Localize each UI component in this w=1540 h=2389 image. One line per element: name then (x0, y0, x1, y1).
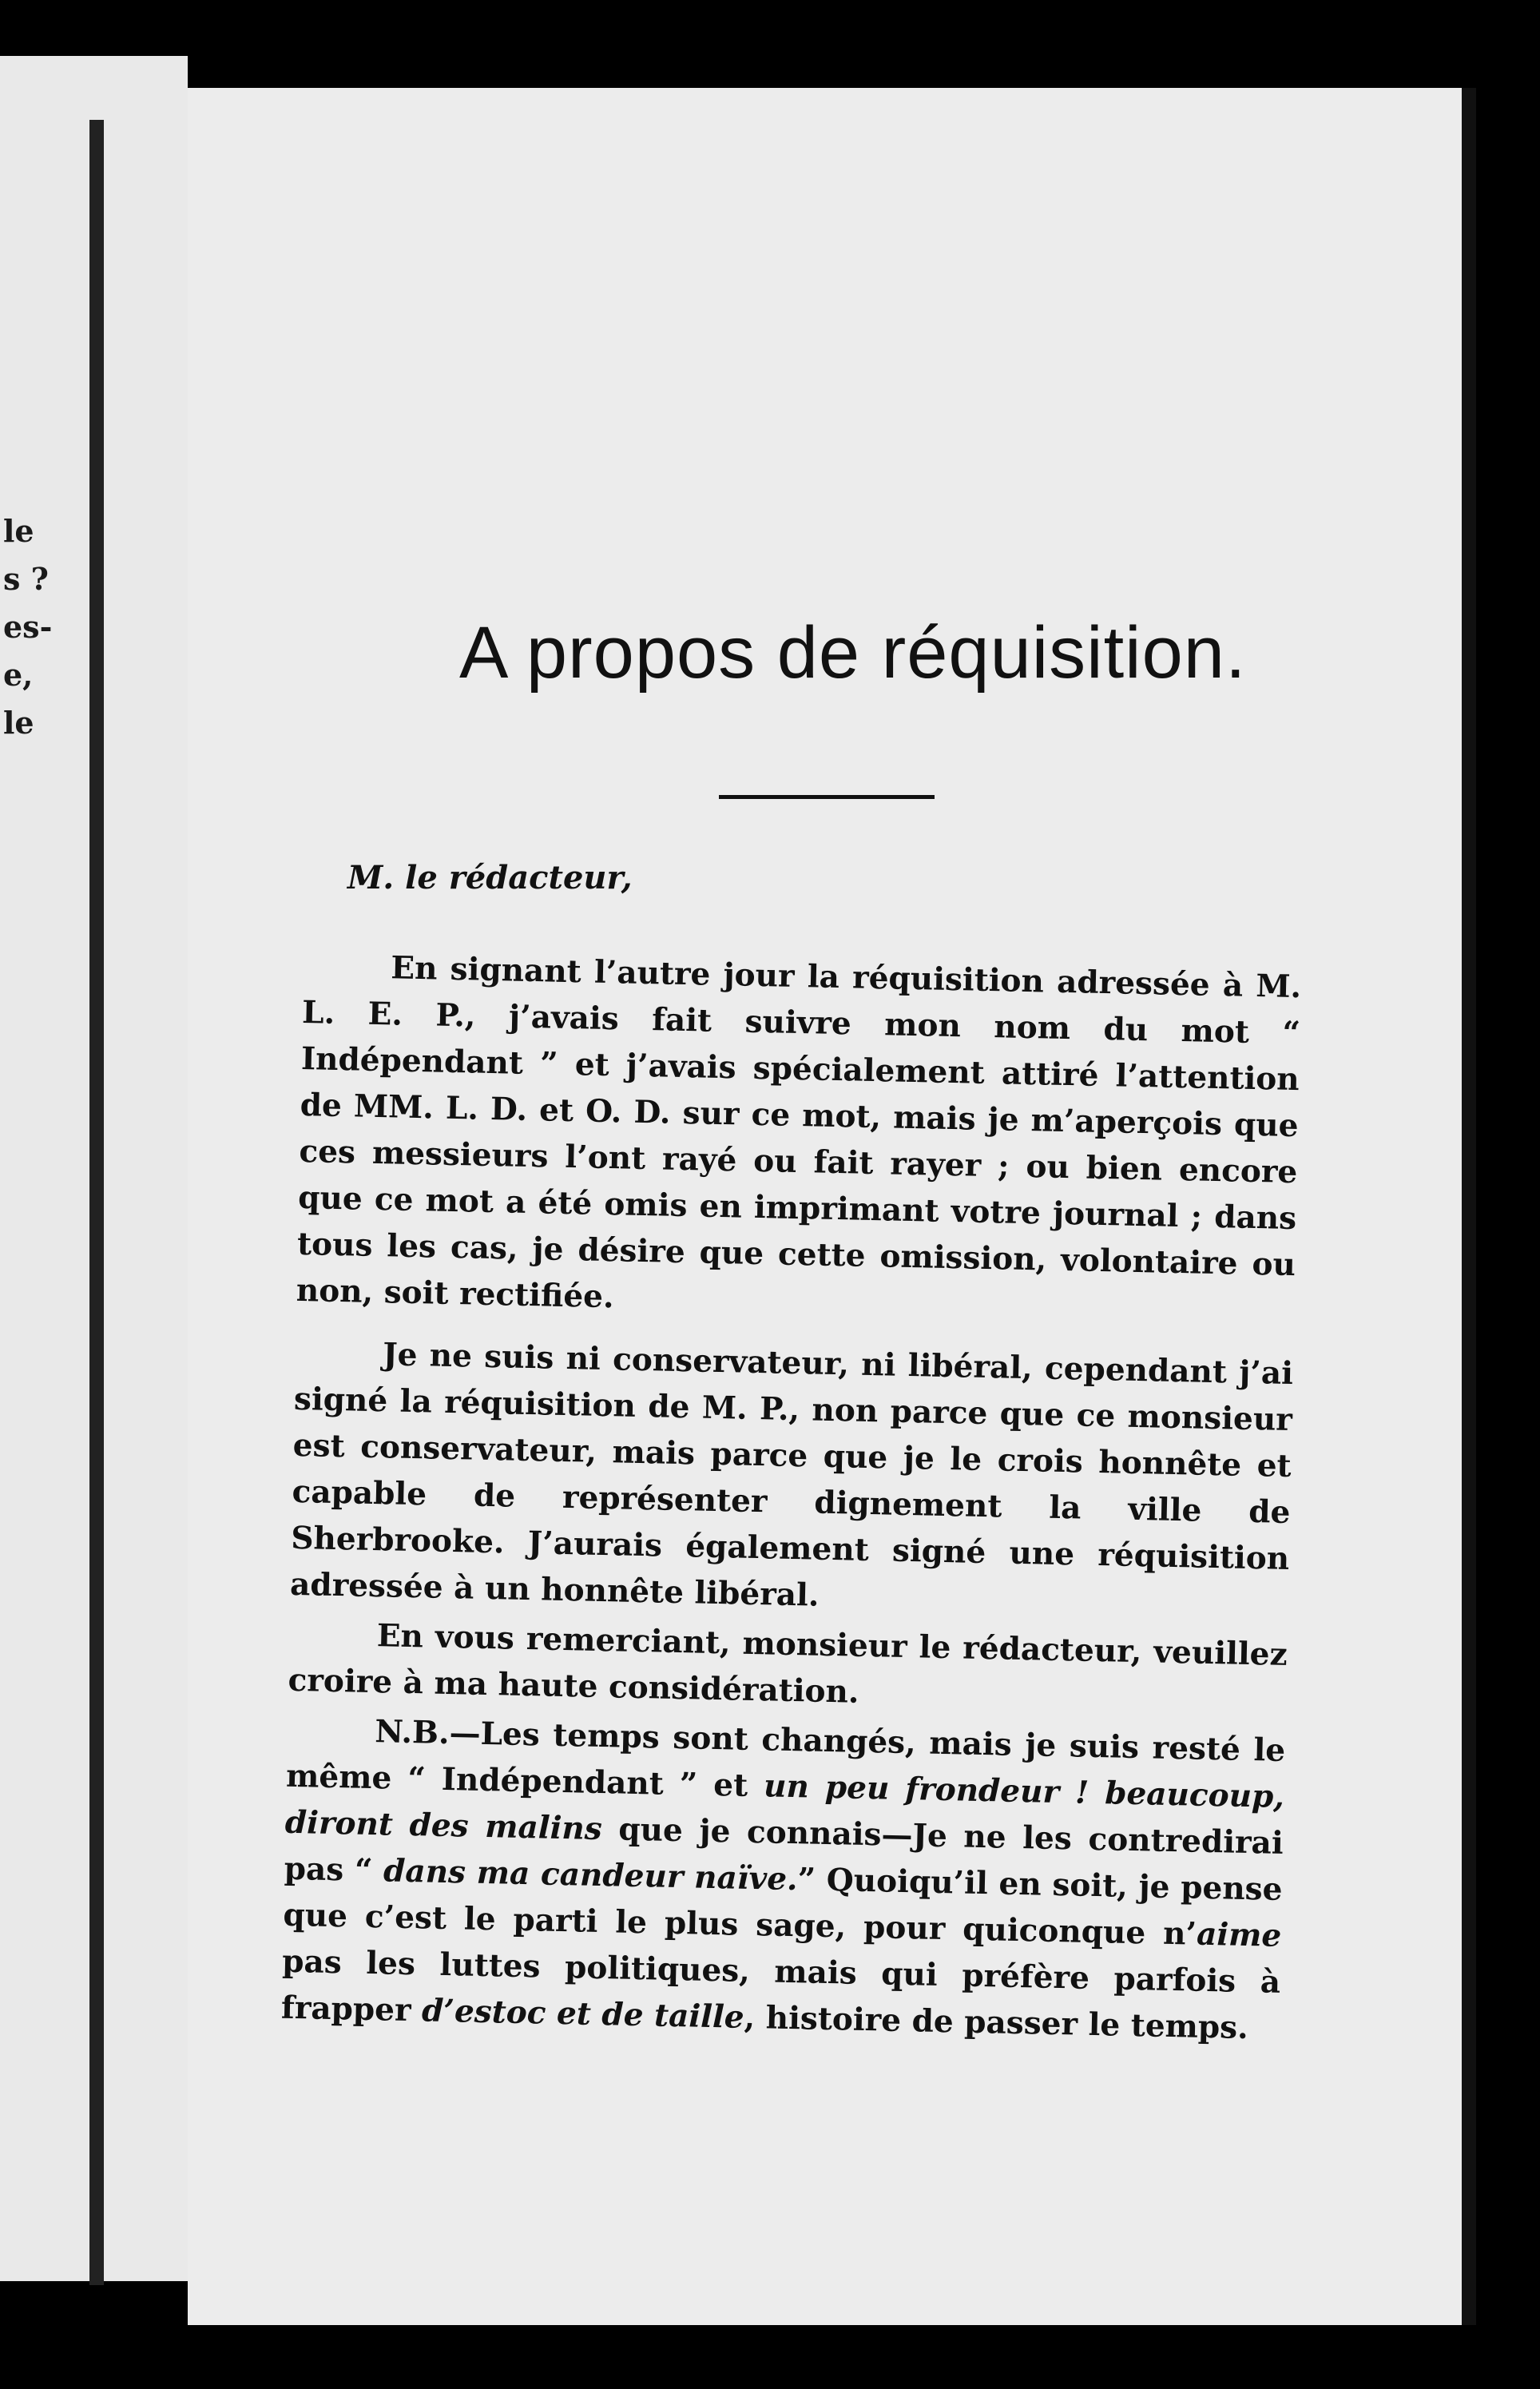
nb-italic: dans ma candeur naïve. (383, 1852, 799, 1898)
paragraph: Je ne suis ni conservateur, ni libéral, cependant j’ai signé la réquisition de M. P., non parce que ce monsieur est conservateur, mais parce que je le crois honnête et capable de représenter dignement la ville de Sherbrooke. J’aurais également signé une réquisition adressée à un honnête libéral. (289, 1336, 1294, 1614)
paragraph: En vous remerciant, monsieur le rédacteur, veuillez croire à ma haute considération. (288, 1617, 1288, 1711)
fragment-line: le (3, 513, 34, 549)
page-edge (1462, 88, 1476, 2325)
fragment-line: le (3, 705, 34, 741)
fragment-line: e, (3, 657, 34, 693)
fragment-line: es- (3, 609, 53, 645)
nb-text: que je connais—Je ne les contredirai pas “ (284, 1811, 1284, 1890)
nb-text: pas les luttes politiques, mais qui préfère parfois à frapper (280, 1942, 1281, 2029)
paragraph: En signant l’autre jour la réquisition adressée à M. L. E. P., j’avais fait suivre mon nom du mot “ Indépendant ” et j’avais spécialement attiré l’attention de MM. L. D. et O. D. sur ce mot, mais je m’aperçois que ces messieurs l’ont rayé ou fait rayer ; ou bien encore que ce mot a été omis en imprimant votre journal ; dans tous les cas, je désire que cette omission, volontaire ou non, soit rectifiée. (296, 949, 1302, 1316)
nb-italic: d’estoc et de taille (421, 1992, 745, 2036)
nb-paragraph (280, 1707, 1285, 2052)
fragment-line: s ? (3, 561, 49, 597)
salutation: M. le rédacteur, (347, 859, 633, 896)
title-rule-divider (719, 795, 935, 799)
letter-body (280, 943, 1302, 2068)
page-title: A propos de réquisition. (459, 612, 1247, 694)
nb-text: N.B.—Les temps sont changés, mais je suis resté le même “ Indépendant ” et (285, 1713, 1286, 1805)
previous-page-text-fragments (3, 507, 52, 747)
nb-text: ” Quoiqu’il en soit, je pense que c’est le parti le plus sage, pour quiconque n’ (283, 1861, 1283, 1953)
nb-italic: aime (1196, 1915, 1282, 1954)
binding-gutter (89, 120, 104, 2285)
nb-text: , histoire de passer le temps. (744, 1998, 1249, 2047)
nb-italic: un peu frondeur ! beaucoup, diront des malins (284, 1767, 1285, 1848)
